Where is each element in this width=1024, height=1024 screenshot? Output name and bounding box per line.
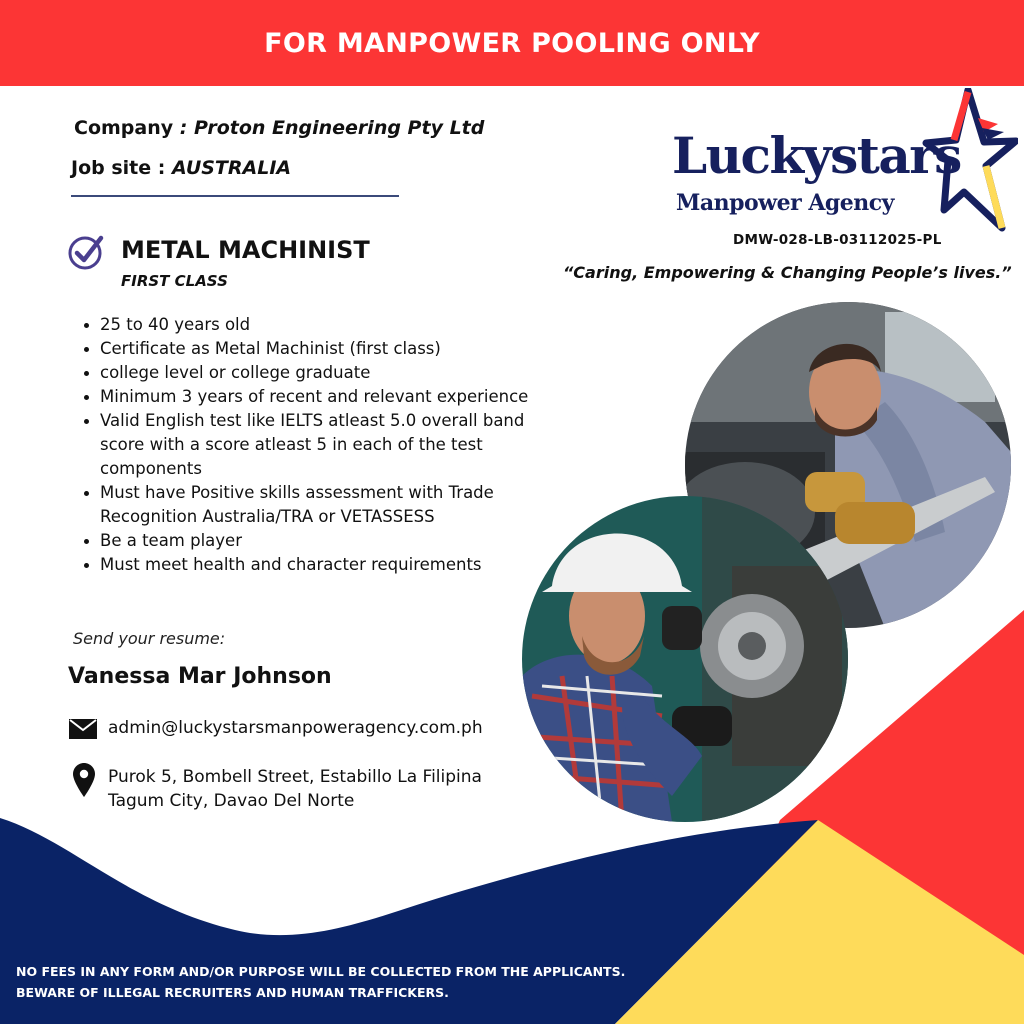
disclaimer-line-1: NO FEES IN ANY FORM AND/OR PURPOSE WILL BE COLLECTED FROM THE APPLICANTS.: [16, 964, 626, 979]
address-line-2: Tagum City, Davao Del Norte: [108, 791, 355, 811]
requirement-item: Must meet health and character requirements: [100, 553, 570, 577]
divider: [71, 195, 399, 197]
requirement-item: Be a team player: [100, 529, 570, 553]
requirement-item: Must have Positive skills assessment with Trade Recognition Australia/TRA or VETASSESS: [100, 481, 570, 529]
jobsite-value: AUSTRALIA: [171, 157, 292, 179]
banner-text: FOR MANPOWER POOLING ONLY: [264, 27, 760, 59]
requirement-item: Certificate as Metal Machinist (first class): [100, 337, 570, 361]
jobsite-label: Job site :: [71, 157, 166, 179]
send-resume-label: Send your resume:: [73, 629, 226, 648]
company-value: : Proton Engineering Pty Ltd: [179, 117, 485, 139]
company-label: Company: [74, 117, 174, 139]
jobsite-line: [71, 157, 291, 179]
top-banner: [0, 0, 1024, 86]
address-line-1: Purok 5, Bombell Street, Estabillo La Filipina: [108, 767, 482, 787]
agency-logo: [662, 88, 1018, 236]
agency-subtitle: Manpower Agency: [676, 190, 894, 216]
requirement-item: Valid English test like IELTS atleast 5.0 overall band score with a score atleast 5 in each of the test components: [100, 409, 570, 481]
machinist-photo-2: [522, 496, 848, 822]
email-link[interactable]: admin@luckystarsmanpoweragency.com.ph: [108, 718, 483, 738]
mail-icon: [69, 719, 97, 739]
job-class: FIRST CLASS: [121, 272, 228, 290]
requirements-list: [100, 313, 570, 577]
agency-name: Luckystars: [672, 126, 961, 185]
check-circle-icon: [68, 234, 104, 270]
license-number: DMW-028-LB-03112025-PL: [733, 232, 942, 248]
job-title: METAL MACHINIST: [121, 236, 370, 264]
location-pin-icon: [73, 763, 95, 797]
company-line: [74, 117, 484, 139]
agency-tagline: “Caring, Empowering & Changing People’s lives.”: [563, 263, 1012, 282]
requirement-item: college level or college graduate: [100, 361, 570, 385]
requirement-item: Minimum 3 years of recent and relevant experience: [100, 385, 570, 409]
disclaimer-line-2: BEWARE OF ILLEGAL RECRUITERS AND HUMAN TRAFFICKERS.: [16, 985, 449, 1000]
contact-name: Vanessa Mar Johnson: [68, 664, 332, 689]
requirement-item: 25 to 40 years old: [100, 313, 570, 337]
